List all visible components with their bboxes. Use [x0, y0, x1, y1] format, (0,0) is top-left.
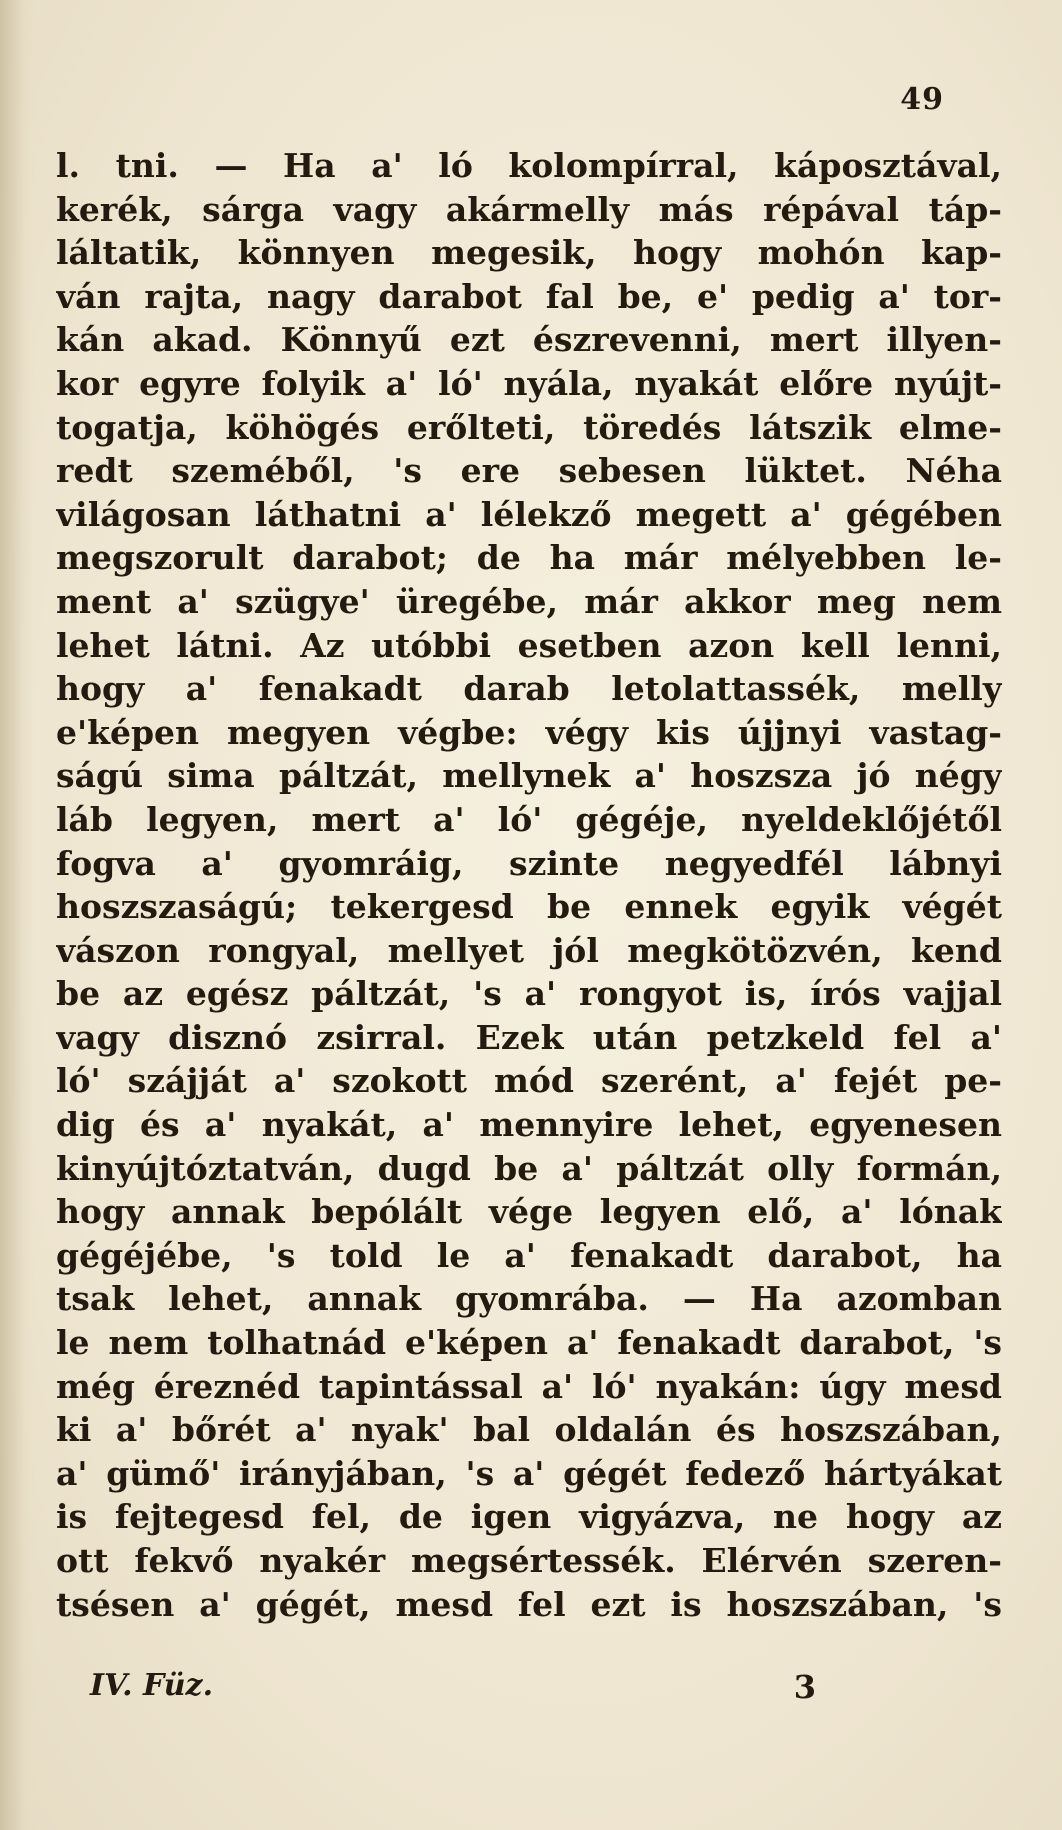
- text-line: kinyújtóztatván, dugd be a' páltzát olly formán,: [56, 1148, 1002, 1188]
- text-line: l. tni. — Ha a' ló kolompírral, káposztával,: [56, 146, 1002, 185]
- text-line: a' gümő' irányjában, 's a' gégét fedező hártyákat: [56, 1453, 1002, 1493]
- text-line: is fejtegesd fel, de igen vigyázva, ne hogy az: [56, 1497, 1002, 1537]
- text-line: tsésen a' gégét, mesd fel ezt is hoszszában, 's: [56, 1584, 1002, 1624]
- text-line: redt szeméből, 's ere sebesen lüktet. Néha: [56, 451, 1002, 491]
- page-number: 49: [900, 82, 944, 117]
- text-line: láltatik, könnyen megesik, hogy mohón kap-: [56, 233, 1002, 273]
- text-line: lehet látni. Az utóbbi esetben azon kell lenni,: [56, 625, 1002, 665]
- text-line: tsak lehet, annak gyomrába. — Ha azomban: [56, 1279, 1002, 1319]
- footer-sheet-number: 3: [793, 1668, 816, 1706]
- text-line: ment a' szügye' üregébe, már akkor meg nem: [56, 581, 1002, 621]
- text-line: kán akad. Könnyű ezt észrevenni, mert illyen-: [56, 320, 1002, 360]
- text-line: világosan láthatni a' lélekző megett a' gégében: [56, 494, 1002, 534]
- text-line: láb legyen, mert a' ló' gégéje, nyeldeklőjétől: [56, 799, 1002, 839]
- text-line: vászon rongyal, mellyet jól megkötözvén, kend: [56, 930, 1002, 970]
- text-line: ló' szájját a' szokott mód szerént, a' fejét pe-: [56, 1061, 1002, 1101]
- text-line: gégéjébe, 's told le a' fenakadt darabot, ha: [56, 1235, 1002, 1275]
- text-line: vagy disznó zsirral. Ezek után petzkeld fel a': [56, 1017, 1002, 1057]
- text-line: ki a' bőrét a' nyak' bal oldalán és hoszszában,: [56, 1410, 1002, 1450]
- text-line: ott fekvő nyakér megsértessék. Elérvén szeren-: [56, 1541, 1002, 1580]
- text-line: ván rajta, nagy darabot fal be, e' pedig a' tor-: [56, 276, 1002, 316]
- text-line: kerék, sárga vagy akármelly más répával táp-: [56, 189, 1002, 229]
- text-line: még éreznéd tapintással a' ló' nyakán: úgy mesd: [56, 1366, 1002, 1406]
- page-footer: [56, 1668, 816, 1718]
- body-text: [56, 144, 1002, 1626]
- text-line: hogy annak bepólált vége legyen elő, a' lónak: [56, 1192, 1002, 1232]
- footer-signature: IV. Füz.: [90, 1668, 214, 1703]
- text-line: be az egész páltzát, 's a' rongyot is, írós vajjal: [56, 974, 1002, 1014]
- text-line: hogy a' fenakadt darab letolattassék, melly: [56, 669, 1002, 709]
- text-line: kor egyre folyik a' ló' nyála, nyakát előre nyújt-: [56, 363, 1002, 403]
- text-line: hoszszaságú; tekergesd be ennek egyik végét: [56, 887, 1002, 927]
- text-line: megszorult darabot; de ha már mélyebben le-: [56, 538, 1002, 578]
- text-line: togatja, köhögés erőlteti, töredés látszik elme-: [56, 407, 1002, 447]
- text-line: fogva a' gyomráig, szinte negyedfél lábnyi: [56, 843, 1002, 883]
- text-line: e'képen megyen végbe: végy kis újjnyi vastag-: [56, 712, 1002, 752]
- text-line: ságú sima páltzát, mellynek a' hoszsza jó négy: [56, 756, 1002, 796]
- text-line: dig és a' nyakát, a' mennyire lehet, egyenesen: [56, 1105, 1002, 1145]
- text-line: le nem tolhatnád e'képen a' fenakadt darabot, 's: [56, 1323, 1002, 1363]
